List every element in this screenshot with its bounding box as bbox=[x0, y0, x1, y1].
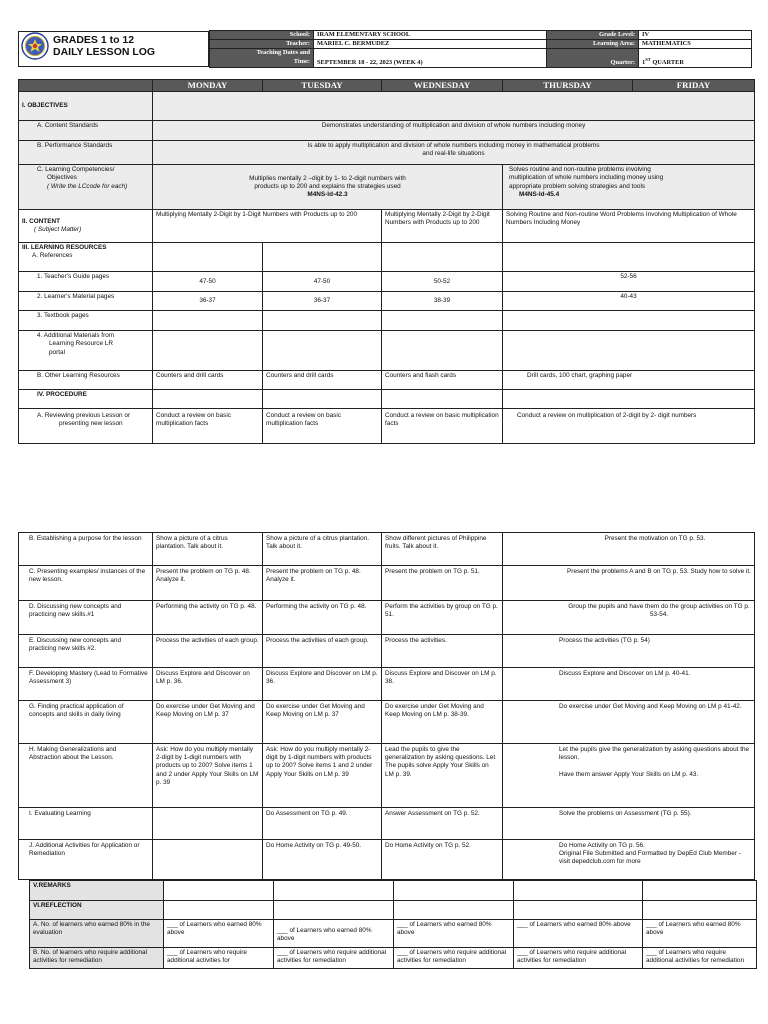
objectives-label: I. OBJECTIVES bbox=[19, 92, 153, 121]
day-wednesday: WEDNESDAY bbox=[382, 80, 503, 92]
resources-title: III. LEARNING RESOURCES bbox=[22, 244, 107, 252]
content-standards-value: Demonstrates understanding of multiplication and division of whole numbers including money bbox=[153, 121, 755, 141]
remarks-thu bbox=[514, 881, 643, 901]
earned-80-fri: ___ of Learners who earned 80% above bbox=[643, 920, 757, 948]
procedure-row-monday: Present the problem on TG p. 48. Analyze it. bbox=[153, 566, 263, 601]
procedure-row-label: E. Discussing new concepts and practicing new skills #2. bbox=[19, 635, 153, 668]
quarter-label: Quarter: bbox=[547, 49, 639, 68]
reflection-thu bbox=[514, 901, 643, 920]
procedure-label: IV. PROCEDURE bbox=[19, 390, 153, 409]
procedure-row-monday: Process the activities of each group. bbox=[153, 635, 263, 668]
dates-label-line1: Teaching Dates and bbox=[256, 49, 310, 57]
dates-value: SEPTEMBER 18 - 22, 2023 (WEEK 4) bbox=[314, 49, 547, 68]
tg-pages-tue: 47-50 bbox=[263, 272, 382, 292]
procedure-row-tuesday: Performing the activity on TG p. 48. bbox=[263, 601, 382, 635]
reflection-wed bbox=[394, 901, 514, 920]
competencies-label-line3: ( Write the LCcode for each) bbox=[47, 182, 128, 190]
procedure-row-tuesday: Present the problem on TG p. 48. Analyze it. bbox=[263, 566, 382, 601]
day-header-row bbox=[19, 80, 755, 92]
reflection-tue bbox=[274, 901, 394, 920]
procedure-row-tuesday: Show a picture of a citrus plantation. Talk about it. bbox=[263, 533, 382, 566]
content-label bbox=[19, 210, 153, 243]
competencies-label-line1: C. Learning Competencies/ bbox=[37, 166, 115, 174]
reflection-label: VI.REFLECTION bbox=[30, 901, 164, 920]
quarter-text: QUARTER bbox=[650, 59, 685, 67]
procedure-row-tuesday: Discuss Explore and Discover on LM p. 36. bbox=[263, 668, 382, 701]
remediation-thu: ___ of Learners who require additional activities for remediation bbox=[514, 948, 643, 969]
procedure-row-thursday-friday: Present the motivation on TG p. 53. bbox=[503, 533, 755, 566]
procedure-wed bbox=[382, 390, 503, 409]
competencies-label-line2: Objectives bbox=[47, 174, 77, 182]
competencies-label bbox=[19, 165, 153, 210]
procedure-rows bbox=[19, 533, 755, 880]
procedure-row-label: B. Establishing a purpose for the lesson bbox=[19, 533, 153, 566]
additional-materials-label bbox=[19, 331, 153, 371]
lm-pages-mon: 36-37 bbox=[153, 292, 263, 311]
day-friday: FRIDAY bbox=[633, 80, 755, 92]
procedure-row-monday: Ask: How do you multiply mentally 2-digit by 1-digit numbers with products up to 200? Solve items 1 and 2 under Apply Your Skills on LM p. 39 bbox=[153, 744, 263, 808]
competencies-right-line1: Solves routine and non-routine problems involving bbox=[509, 166, 651, 174]
procedure-tue bbox=[263, 390, 382, 409]
procedure-row bbox=[19, 808, 755, 840]
content-standards-label: A. Content Standards bbox=[19, 121, 153, 141]
remediation-fri: ___ of Learners who require additional activities for remediation bbox=[643, 948, 757, 969]
competencies-right-line2: multiplication of whole numbers including money using bbox=[509, 174, 664, 182]
procedure-row-thursday-friday: Present the problems A and B on TG p. 53. Study how to solve it. bbox=[503, 566, 755, 601]
procedure-row bbox=[19, 744, 755, 808]
procedure-row-monday: Performing the activity on TG p. 48. bbox=[153, 601, 263, 635]
content-wed: Multiplying Mentally 2-Digit by 2-Digit Numbers with Products up to 200 bbox=[382, 210, 503, 243]
grade-label: Grade Level: bbox=[547, 31, 639, 40]
remarks-wed bbox=[394, 881, 514, 901]
tg-pages-label: 1. Teacher's Guide pages bbox=[19, 272, 153, 292]
procedure-row-tuesday: Ask: How do you multiply mentally 2-digit by 1-digit numbers with products up to 200? Solve items 1 and 2 under Apply Your Skills on LM p. 39 bbox=[263, 744, 382, 808]
day-monday: MONDAY bbox=[153, 80, 263, 92]
review-label-line2: presenting new lesson bbox=[59, 420, 123, 428]
header-info-table bbox=[209, 30, 752, 68]
competencies-left-line2: products up to 200 and explains the strategies used bbox=[254, 183, 401, 191]
procedure-row-wednesday: Do Home Activity on TG p. 52. bbox=[382, 840, 503, 880]
competencies-left-line1: Multiplies mentally 2 –digit by 1- to 2-digit numbers with bbox=[249, 174, 406, 182]
day-thursday: THURSDAY bbox=[503, 80, 633, 92]
procedure-row-wednesday: Lead the pupils to give the generalization by asking questions. Let The pupils solve Apply Your Skills on LM p. 39. bbox=[382, 744, 503, 808]
resources-label bbox=[19, 243, 153, 272]
textbook-mon bbox=[153, 311, 263, 331]
school-label: School: bbox=[210, 31, 314, 40]
procedure-row-thursday-friday: Group the pupils and have them do the group activities on TG p. 53-54. bbox=[503, 601, 755, 635]
procedure-row-wednesday: Do exercise under Get Moving and Keep Moving on LM p. 38-39. bbox=[382, 701, 503, 744]
competencies-thu-fri bbox=[503, 165, 755, 210]
performance-standards-value bbox=[153, 141, 755, 165]
procedure-row-thursday-friday: Solve the problems on Assessment (TG p. 55). bbox=[503, 808, 755, 840]
title-line-1: GRADES 1 to 12 bbox=[53, 34, 135, 46]
lm-pages-thu-fri: 40-43 bbox=[503, 292, 755, 311]
reflection-mon bbox=[164, 901, 274, 920]
procedure-row-thursday-friday: Discuss Explore and Discover on LM p. 40-41. bbox=[503, 668, 755, 701]
teacher-value: MARIEL C. BERMUDEZ bbox=[314, 40, 547, 49]
procedure-row bbox=[19, 533, 755, 566]
references-thu-fri bbox=[503, 243, 755, 272]
procedure-row-wednesday: Answer Assessment on TG p. 52. bbox=[382, 808, 503, 840]
tg-pages-thu-fri: 52-56 bbox=[503, 272, 755, 292]
procedure-row-tuesday: Process the activities of each group. bbox=[263, 635, 382, 668]
additional-label-line3: portal bbox=[49, 348, 65, 356]
quarter-number: 1 bbox=[642, 59, 646, 67]
earned-80-thu: ___ of Learners who earned 80% above bbox=[514, 920, 643, 948]
additional-mon bbox=[153, 331, 263, 371]
review-tue: Conduct a review on basic multiplication facts bbox=[263, 409, 382, 444]
procedure-row-label: H. Making Generalizations and Abstraction about the Lesson. bbox=[19, 744, 153, 808]
remediation-tue: ___ of Learners who require additional activities for remediation bbox=[274, 948, 394, 969]
additional-label-line1: 4. Additional Materials from bbox=[37, 332, 115, 340]
tg-pages-mon: 47-50 bbox=[153, 272, 263, 292]
area-value: MATHEMATICS bbox=[639, 40, 752, 49]
procedure-row-wednesday: Perform the activities by group on TG p. 51. bbox=[382, 601, 503, 635]
area-label: Learning Area: bbox=[547, 40, 639, 49]
procedure-row-thursday-friday: Do Home Activity on TG p. 56. Original File Submitted and Formatted by DepEd Club Member - visit depedclub.com for more bbox=[503, 840, 755, 880]
references-mon bbox=[153, 243, 263, 272]
title-line-2: DAILY LESSON LOG bbox=[53, 45, 156, 58]
earned-80-mon: ___ of Learners who earned 80% above bbox=[164, 920, 274, 948]
lesson-table-page2 bbox=[18, 532, 755, 880]
dates-label bbox=[210, 49, 314, 68]
procedure-row-thursday-friday: Do exercise under Get Moving and Keep Moving on LM p 41-42. bbox=[503, 701, 755, 744]
procedure-row-wednesday: Show different pictures of Philippine fruits. Talk about it. bbox=[382, 533, 503, 566]
procedure-row-monday bbox=[153, 808, 263, 840]
procedure-row-label: G. Finding practical application of concepts and skills in daily living bbox=[19, 701, 153, 744]
teacher-label: Teacher: bbox=[210, 40, 314, 49]
content-thu-fri: Solving Routine and Non-routine Word Problems Involving Multiplication of Whole Numbers Including Money bbox=[503, 210, 755, 243]
performance-standards-line1: Is able to apply multiplication and division of whole numbers including money in mathematical problems bbox=[307, 142, 600, 150]
earned-80-label: A. No. of learners who earned 80% in the evaluation bbox=[30, 920, 164, 948]
lm-pages-label: 2. Learner's Material pages bbox=[19, 292, 153, 311]
procedure-row-thursday-friday: Process the activities (TG p. 54) bbox=[503, 635, 755, 668]
reflection-fri bbox=[643, 901, 757, 920]
log-title bbox=[53, 35, 155, 59]
other-resources-mon: Counters and drill cards bbox=[153, 371, 263, 390]
remarks-tue bbox=[274, 881, 394, 901]
references-wed bbox=[382, 243, 503, 272]
procedure-row-tuesday: Do exercise under Get Moving and Keep Moving on LM p. 37 bbox=[263, 701, 382, 744]
earned-80-wed: ___ of Learners who earned 80% above bbox=[394, 920, 514, 948]
review-thu-fri: Conduct a review on multiplication of 2-digit by 2- digit numbers bbox=[503, 409, 755, 444]
procedure-row-label: I. Evaluating Learning bbox=[19, 808, 153, 840]
lm-pages-wed: 38-39 bbox=[382, 292, 503, 311]
procedure-row-thursday-friday: Let the pupils give the generalization by asking questions about the lesson. Have them answer Apply Your Skills on LM p. 43. bbox=[503, 744, 755, 808]
lesson-table-page1 bbox=[18, 79, 755, 444]
remarks-mon bbox=[164, 881, 274, 901]
procedure-row bbox=[19, 566, 755, 601]
procedure-row bbox=[19, 840, 755, 880]
other-resources-tue: Counters and drill cards bbox=[263, 371, 382, 390]
procedure-thu-fri bbox=[503, 390, 755, 409]
review-mon: Conduct a review on basic multiplication facts bbox=[153, 409, 263, 444]
objectives-cell bbox=[153, 92, 755, 121]
additional-tue bbox=[263, 331, 382, 371]
day-tuesday: TUESDAY bbox=[263, 80, 382, 92]
competencies-left-code: M4NS-Id-42.3 bbox=[307, 191, 348, 199]
procedure-row bbox=[19, 701, 755, 744]
other-resources-wed: Counters and flash cards bbox=[382, 371, 503, 390]
review-label-line1: A. Reviewing previous Lesson or bbox=[37, 412, 131, 420]
dates-label-line2: Time: bbox=[293, 57, 310, 65]
remediation-wed: ___ of Learners who require additional activities for remediation bbox=[394, 948, 514, 969]
references-tue bbox=[263, 243, 382, 272]
remediation-mon: ___ of Learners who require additional activities for bbox=[164, 948, 274, 969]
procedure-row bbox=[19, 668, 755, 701]
procedure-row-monday: Do exercise under Get Moving and Keep Moving on LM p. 37 bbox=[153, 701, 263, 744]
additional-thu-fri bbox=[503, 331, 755, 371]
review-label bbox=[19, 409, 153, 444]
procedure-row-label: J. Additional Activities for Application or Remediation bbox=[19, 840, 153, 880]
competencies-right-code: M4NS-Id-45.4 bbox=[519, 190, 560, 198]
remarks-fri bbox=[643, 881, 757, 901]
procedure-row-tuesday: Do Assessment on TG p. 49. bbox=[263, 808, 382, 840]
performance-standards-label: B. Performance Standards bbox=[19, 141, 153, 165]
quarter-suffix: ST bbox=[645, 57, 651, 63]
review-wed: Conduct a review on basic multiplication facts bbox=[382, 409, 503, 444]
textbook-pages-label: 3. Textbook pages bbox=[19, 311, 153, 331]
procedure-row bbox=[19, 601, 755, 635]
procedure-row-label: F. Developing Mastery (Lead to Formative Assessment 3) bbox=[19, 668, 153, 701]
remediation-label: B. No. of learners who require additional activities for remediation bbox=[30, 948, 164, 969]
procedure-row-wednesday: Present the problem on TG p. 51. bbox=[382, 566, 503, 601]
content-mon-tue: Multiplying Mentally 2-Digit by 1-Digit Numbers with Products up to 200 bbox=[153, 210, 382, 243]
textbook-thu-fri bbox=[503, 311, 755, 331]
content-label-sub: ( Subject Matter) bbox=[34, 226, 82, 234]
textbook-wed bbox=[382, 311, 503, 331]
school-value: IRAM ELEMENTARY SCHOOL bbox=[314, 31, 547, 40]
quarter-value bbox=[639, 49, 752, 68]
additional-label-line2: Learning Resource LR bbox=[49, 340, 113, 348]
additional-wed bbox=[382, 331, 503, 371]
day-header-blank bbox=[19, 80, 153, 92]
procedure-row-label: D. Discussing new concepts and practicing new skills.#1 bbox=[19, 601, 153, 635]
competencies-right-line3: appropriate problem solving strategies and tools bbox=[509, 182, 646, 190]
lm-pages-tue: 36-37 bbox=[263, 292, 382, 311]
competencies-mon-wed bbox=[153, 165, 503, 210]
content-label-title: II. CONTENT bbox=[22, 218, 60, 226]
procedure-row-monday bbox=[153, 840, 263, 880]
procedure-row-wednesday: Process the activities. bbox=[382, 635, 503, 668]
earned-80-tue: ___ of Learners who earned 80% above bbox=[274, 920, 394, 948]
reflection-table bbox=[29, 880, 757, 969]
procedure-mon bbox=[153, 390, 263, 409]
other-resources-label: B. Other Learning Resources bbox=[19, 371, 153, 390]
procedure-row-label: C. Presenting examples/ instances of the new lesson. bbox=[19, 566, 153, 601]
tg-pages-wed: 50-52 bbox=[382, 272, 503, 292]
textbook-tue bbox=[263, 311, 382, 331]
performance-standards-line2: and real-life situations bbox=[422, 150, 485, 158]
procedure-row-monday: Show a picture of a citrus plantation. Talk about it. bbox=[153, 533, 263, 566]
other-resources-thu-fri: Drill cards, 100 chart, graphing paper bbox=[503, 371, 755, 390]
procedure-row bbox=[19, 635, 755, 668]
procedure-row-tuesday: Do Home Activity on TG p. 49-50. bbox=[263, 840, 382, 880]
remarks-label: V.REMARKS bbox=[30, 881, 164, 901]
procedure-row-monday: Discuss Explore and Discover on LM p. 36. bbox=[153, 668, 263, 701]
grade-value: IV bbox=[639, 31, 752, 40]
deped-seal-icon bbox=[21, 32, 49, 60]
procedure-row-wednesday: Discuss Explore and Discover on LM p. 38. bbox=[382, 668, 503, 701]
references-label: A. References bbox=[32, 252, 73, 260]
